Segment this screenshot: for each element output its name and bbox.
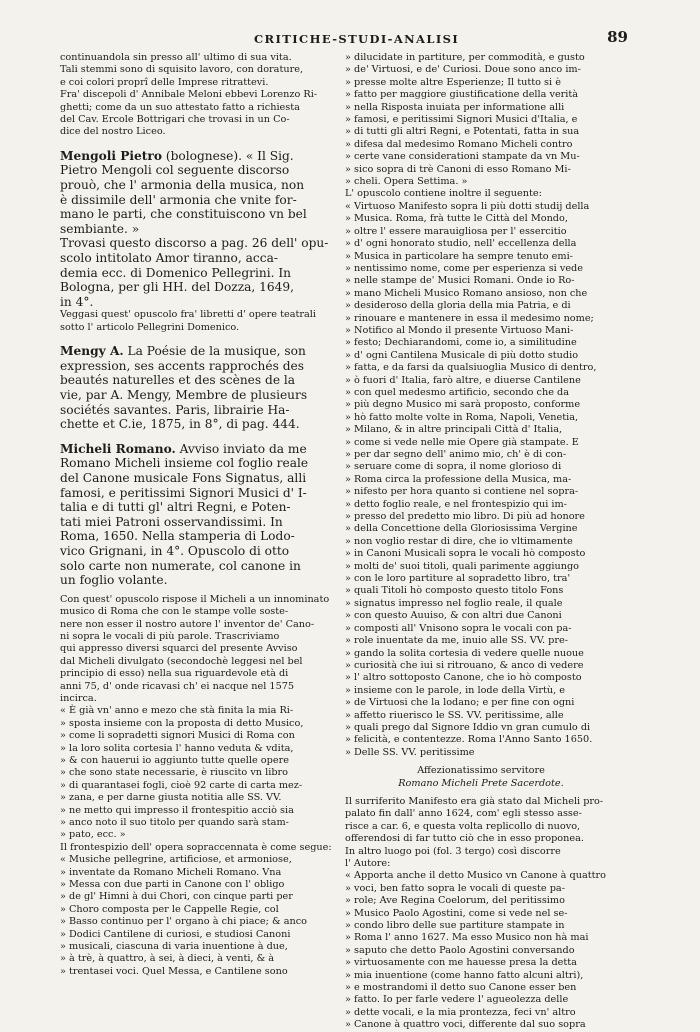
text-line: » certe vane considerationi stampate da vn Mu- (345, 151, 580, 163)
text-line: nere non esser il nostro autore l' inventor de' Cano- (60, 618, 315, 630)
text-line: La Poésie de la musique, son (123, 344, 306, 359)
text-line: » non voglio restar di dire, che io vltimamente (345, 535, 573, 547)
text-line: » role inuentate da me, inuio alle SS. VV. pre- (345, 635, 569, 647)
text-line: vico Grignani, in 4°. Opuscolo di otto (60, 543, 290, 558)
entry-mengy (60, 344, 336, 432)
text-line: Con quest' opuscolo rispose il Micheli a un innominato (60, 593, 330, 605)
left-p1 (60, 52, 336, 89)
signature-line: Affezionatissimo servitore (417, 765, 545, 777)
text-line: » Basso continuo per l' organo à chi piace; & anco (60, 916, 307, 928)
text-line: » sposta insieme con la proposta di detto Musico, (60, 717, 304, 729)
text-line: chette et C.ie, 1875, in 8°, di pag. 444. (60, 417, 300, 432)
continued-quote (345, 52, 617, 188)
text-line: » fatto per maggiore giustificatione della verità (345, 89, 579, 101)
text-line: ghetti; come da un suo attestato fatto a richiesta (60, 101, 300, 113)
text-line: scolo intitolato Amor tiranno, acca- (60, 251, 278, 265)
text-line: vie, par A. Mengy, Membre de plusieurs (60, 387, 308, 402)
text-line: » molti de' suoi titoli, quali parimente aggiungo (345, 560, 580, 572)
text-line: » à trè, à quattro, à sei, à dieci, à venti, & à (60, 953, 275, 965)
text-line: del Cav. Ercole Bottrigari che trovasi in un Co- (60, 114, 290, 126)
text-line: » con quel medesmo artificio, secondo che da (345, 386, 569, 398)
text-line: » Notifico al Mondo il presente Virtuoso Mani- (345, 324, 574, 336)
text-line: » come si vede nelle mie Opere già stampate. E (345, 436, 579, 448)
text-line: dal Micheli divulgato (secondochè leggesi nel bel (60, 655, 303, 667)
running-title: CRITICHE-STUDI-ANALISI (254, 32, 460, 46)
text-line: solo carte non numerate, col canone in (60, 558, 301, 573)
text-line: palato fin dall' anno 1624, com' egli stesso asse- (345, 808, 582, 820)
text-line: è dissimile dell' armonia che vnite for- (60, 192, 297, 207)
text-line: » pato, ecc. » (60, 829, 126, 841)
entry-heading: Mengy A. (60, 344, 124, 359)
text-line: » fatto. Io per farle vedere l' agueolezza delle (345, 994, 569, 1006)
text-line: » zana, e per darne giusta notitia alle SS. VV. (60, 792, 282, 804)
text-line: e coi colori proprî delle Imprese ritrattevi. (60, 76, 269, 88)
text-line: » festo; Dechiarandomi, come io, a similitudine (345, 337, 577, 349)
text-line: » in Canoni Musicali sopra le vocali hò composto (345, 548, 586, 560)
frontespizio-paragraph (60, 842, 336, 978)
text-line: mano le parti, che constituiscono vn bel (60, 207, 307, 222)
text-line: » quali prego dal Signore Iddio vn gran cumulo di (345, 721, 591, 733)
text-line: sociétés savantes. Paris, librairie Ha- (60, 402, 290, 417)
text-line: Fra' discepoli d' Annibale Meloni ebbevi Lorenzo Ri- (60, 89, 318, 101)
text-line: « Apporta anche il detto Musico vn Canone à quattro (345, 870, 607, 882)
text-line: » anco noto il suo titolo per quando sarà stam- (60, 817, 289, 828)
text-line: » d' ogni Cantilena Musicale di più dotto studio (345, 349, 579, 361)
text-line: » Delle SS. VV. peritissime (345, 746, 475, 758)
text-line: in 4°. (60, 294, 94, 309)
trovasi-paragraph (60, 236, 336, 309)
text-line: Bologna, per gli HH. del Dozza, 1649, (60, 280, 295, 295)
text-line: expression, ses accents rapprochés des (60, 358, 305, 373)
text-line: ni sopra le vocali di più parole. Trascriviamo (60, 630, 280, 642)
text-line: In altro luogo poi (fol. 3 tergo) così discorre (345, 845, 561, 857)
surriferito-paragraph (345, 796, 617, 870)
text-line: « Virtuoso Manifesto sopra li più dotti studij della (345, 200, 590, 212)
text-line: » Dodici Cantilene di curiosi, e studiosi Canoni (60, 928, 291, 940)
text-line: » signatus impresso nel foglio reale, il quale (345, 597, 563, 609)
text-line: » difesa dal medesimo Romano Micheli contro (345, 138, 573, 150)
text-line: » come li sopradetti signori Musici di Roma con (60, 730, 295, 742)
text-line: » curiosità che iui si ritrouano, & anco di vedere (345, 659, 584, 671)
text-line: » presso del predetto mio libro. Di più ad honore (345, 511, 585, 523)
text-line: » Roma l' anno 1627. Ma esso Musico non hà mai (345, 932, 589, 944)
text-line: » virtuosamente con me hauesse presa la detta (345, 957, 577, 969)
signature-name: Romano Micheli Prete Sacerdote. (398, 777, 564, 789)
text-line: l' Autore: (345, 858, 391, 869)
entry-heading: Mengoli Pietro (60, 148, 162, 163)
entry-mengoli (60, 149, 336, 237)
veggasi-note (60, 309, 336, 334)
text-line: sotto l' articolo Pellegrini Domenico. (60, 321, 240, 333)
page-number: 89 (607, 28, 628, 46)
text-line: » di tutti gli altri Regni, e Potentati, fatta in sua (345, 126, 580, 138)
text-line: demia ecc. di Domenico Pellegrini. In (60, 265, 292, 280)
text-line: » l' altro sottoposto Canone, che io hò composto (345, 672, 582, 684)
text-line: anni 75, d' onde ricavasi ch' ei nacque nel 1575 (60, 680, 295, 692)
text-line: » Milano, & in altre principali Città d' Italia, (345, 424, 563, 436)
text-line: Avviso inviato da me (175, 441, 307, 456)
text-line: » nifesto per hora quanto si contiene nel sopra- (345, 486, 579, 498)
text-line: » musicali, ciascuna di varia inuentione à due, (60, 941, 288, 953)
text-line: » de' Virtuosi, e de' Curiosi. Doue sono anco im- (345, 64, 581, 76)
text-line: » più degno Musico mi sarà proposto, conforme (345, 399, 581, 411)
text-line: » nelle stampe de' Musici Romani. Onde io Ro- (345, 275, 575, 287)
text-line: « Musiche pellegrine, artificiose, et armoniose, (60, 854, 292, 866)
text-line: « È già vn' anno e mezo che stà finita la mia Ri- (60, 705, 294, 717)
text-line: beautés naturelles et des scènes de la (60, 373, 296, 388)
left-p2 (60, 89, 336, 139)
text-line: Roma, 1650. Nella stamperia di Lodo- (60, 529, 295, 544)
text-line: » nentissimo nome, come per esperienza si vede (345, 262, 583, 274)
text-line: (bolognese). « Il Sig. (162, 148, 294, 163)
text-line: » Roma circa la professione della Musica, ma- (345, 473, 572, 485)
entry-micheli (60, 442, 336, 588)
text-line: » condo libro delle sue partiture stampate in (345, 920, 565, 932)
text-line: » con le loro partiture al sopradetto libro, tra' (345, 573, 571, 585)
text-line: » Canone à quattro voci, differente dal suo sopra (345, 1019, 586, 1031)
text-line: Veggasi quest' opuscolo fra' libretti d' opere teatrali (60, 309, 316, 321)
text-line: » Messa con due parti in Canone con l' obligo (60, 879, 285, 891)
text-line: » & con hauerui io aggiunto tutte quelle opere (60, 754, 289, 766)
text-line: qui appresso diversi squarci del presente Avviso (60, 643, 298, 655)
text-line: » della Concettione della Gloriosissima Vergine (345, 523, 578, 535)
text-line: dice del nostro Liceo. (60, 126, 166, 138)
text-line: musico di Roma che con le stampe volle soste- (60, 606, 289, 618)
text-line: » per dar segno dell' animo mio, ch' è di con- (345, 449, 567, 460)
text-line: » rinouare e mantenere in essa il medesimo nome; (345, 312, 594, 324)
text-line: » seruare come di sopra, il nome glorioso di (345, 461, 562, 473)
text-line: » voci, ben fatto sopra le vocali di queste pa- (345, 882, 565, 894)
text-line: » mia inuentione (come hanno fatto alcuni altri), (345, 969, 584, 981)
text-line: Il frontespizio dell' opera sopraccennata è come segue: (60, 841, 332, 853)
text-line: famosi, e peritissimi Signori Musici d' I- (60, 485, 307, 500)
text-line: » composti all' Vnisono sopra le vocali con pa- (345, 622, 572, 634)
quote-3 (345, 870, 617, 1031)
text-line: » di quarantasei fogli, cioè 92 carte di carta mez- (60, 779, 303, 791)
text-line: principio di esso) nella sua riguardevole età di (60, 668, 289, 680)
text-line: » quali Titoli hò composto questo titolo Fons (345, 585, 564, 597)
text-line: » cheli. Opera Settima. » (345, 176, 468, 188)
text-line: Tali stemmi sono di squisito lavoro, con dorature, (60, 64, 304, 76)
text-line: » inventate da Romano Micheli Romano. Vna (60, 866, 282, 878)
text-line: Il surriferito Manifesto era già stato dal Micheli pro- (345, 795, 604, 807)
text-line: offerendosi di far tutto ciò che in esso proponea. (345, 833, 584, 845)
text-line: talia e di tutti gl' altri Regni, e Poten- (60, 500, 291, 515)
text-line: » ò fuori d' Italia, farò altre, e diuerse Cantilene (345, 374, 581, 386)
text-line: continuandola sin presso all' ultimo di sua vita. (60, 52, 292, 63)
text-line: Trovasi questo discorso a pag. 26 dell' opu- (60, 236, 329, 251)
text-line: del Canone musicale Fons Signatus, alli (60, 470, 307, 485)
text-line: » mano Micheli Musico Romano ansioso, non che (345, 287, 588, 299)
text-line: » con questo Auuiso, & con altri due Canoni (345, 610, 562, 622)
text-line: » felicità, e contentezze. Roma l'Anno Santo 1650. (345, 734, 593, 746)
text-line: » d' ogni honorato studio, nell' eccellenza della (345, 238, 577, 250)
text-line: » gando la solita cortesia di vedere quelle nuoue (345, 647, 584, 659)
text-line: » dilucidate in partiture, per commodità, e gusto (345, 52, 585, 63)
text-line: incirca. (60, 692, 97, 704)
text-line: » che sono state necessarie, è riuscito vn libro (60, 767, 288, 779)
text-line: » affetto riuerisco le SS. VV. peritissime, alle (345, 709, 564, 721)
text-line: Pietro Mengoli col seguente discorso (60, 163, 290, 178)
left-column (60, 52, 336, 992)
conquest-paragraph (60, 594, 336, 706)
text-line: risce a car. 6, e questa volta replicollo di nuovo, (345, 820, 581, 832)
text-line: tati miei Patroni osservandissimi. In (60, 514, 283, 529)
text-line: » Musico Paolo Agostini, come si vede nel se- (345, 907, 568, 919)
text-line: » sico sopra di trè Canoni di esso Romano Mi- (345, 163, 571, 175)
text-line: un foglio volante. (60, 573, 168, 588)
contiene-line: L' opuscolo contiene inoltre il seguente: (345, 188, 542, 200)
text-line: » famosi, e peritissimi Signori Musici d'Italia, e (345, 114, 578, 126)
text-line: » oltre l' essere marauigliosa per l' essercitio (345, 225, 567, 237)
text-line: » hò fatto molte volte in Roma, Napoli, Venetia, (345, 411, 579, 423)
text-line: » fatta, e da farsi da qualsiuoglia Musico di dentro, (345, 362, 597, 374)
text-line: » Choro composta per le Cappelle Regie, col (60, 903, 279, 915)
text-line: » Musica. Roma, frà tutte le Città del Mondo, (345, 213, 568, 225)
right-column (345, 52, 617, 1031)
text-line: » presse molte altre Esperienze; Il tutto si è (345, 76, 561, 88)
entry-heading: Micheli Romano. (60, 441, 176, 456)
text-line: » detto foglio reale, e nel frontespizio qui im- (345, 498, 567, 510)
text-line: » dette vocali, e la mia prontezza, feci vn' altro (345, 1006, 576, 1018)
text-line: » saputo che detto Paolo Agostini conversando (345, 944, 575, 956)
text-line: » trentasei voci. Quel Messa, e Cantilene sono (60, 965, 288, 977)
text-line: » Musica in particolare ha sempre tenuto emi- (345, 250, 573, 262)
text-line: » role; Ave Regina Coelorum, del peritissimo (345, 895, 565, 907)
text-line: » insieme con le parole, in lode della Virtù, e (345, 684, 565, 696)
text-line: » ne metto qui impresso il frontespitio acciò sia (60, 804, 294, 816)
text-line: » desideroso della gloria della mia Patria, e di (345, 300, 571, 312)
text-line: » nella Risposta inuiata per informatione alli (345, 101, 565, 113)
text-line: prouò, che l' armonia della musica, non (60, 178, 305, 193)
text-line: Romano Micheli insieme col foglio reale (60, 456, 309, 471)
text-line: sembiante. » (60, 221, 140, 236)
text-line: » la loro solita cortesia l' hanno veduta & vdita, (60, 742, 294, 754)
quote-1 (60, 705, 336, 841)
text-line: » e mostrandomi il detto suo Canone esser ben (345, 982, 577, 994)
quote-2 (345, 201, 617, 759)
text-line: » de gl' Himni à dui Chori, con cinque parti per (60, 891, 293, 903)
text-line: » de Virtuosi che la lodano; e per fine con ogni (345, 697, 575, 709)
